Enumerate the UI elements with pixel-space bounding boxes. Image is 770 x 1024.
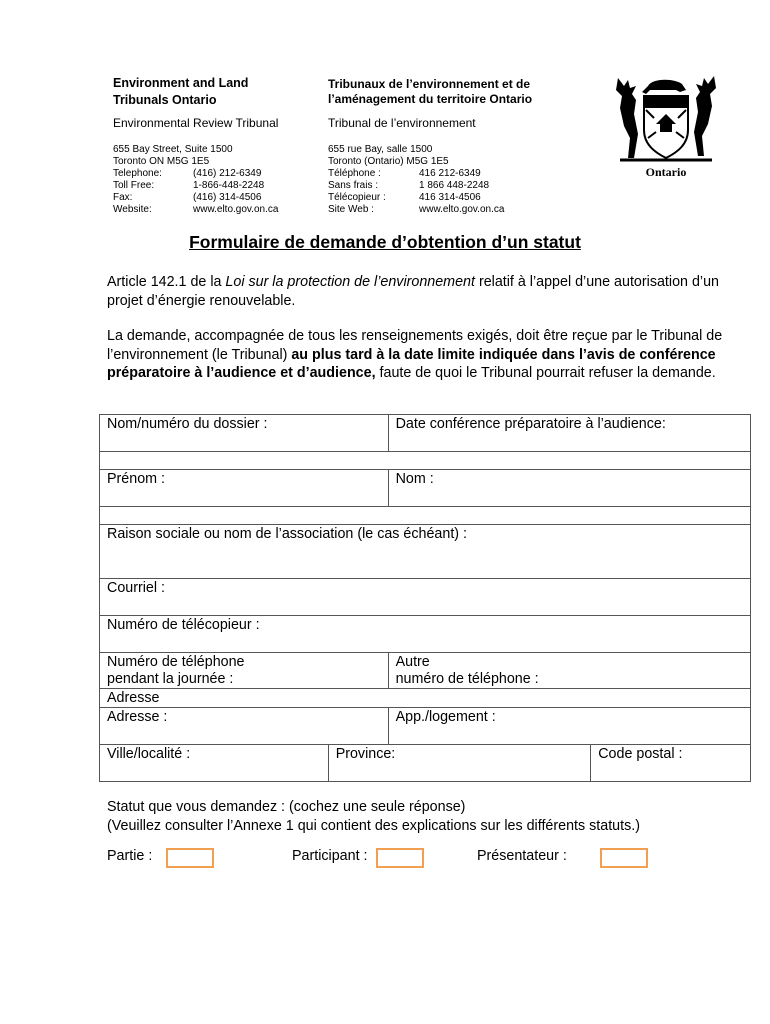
- postal-code-field[interactable]: Code postal :: [591, 745, 751, 782]
- option-label-partie: Partie :: [107, 848, 153, 864]
- org-name-en: Environment and Land Tribunals Ontario: [113, 76, 249, 107]
- address-block-fr: 655 rue Bay, salle 1500 Toronto (Ontario) M5G 1E5 Téléphone : 416 212-6349 Sans frais : 1 866 448-2248 Télécopieur : 416 314-4506 Site Web : www.elto.gov.on.ca: [328, 144, 505, 215]
- day-phone-field[interactable]: Numéro de téléphone pendant la journée :: [100, 653, 389, 689]
- address-field[interactable]: Adresse :: [100, 708, 389, 745]
- spacer-row: [100, 507, 751, 525]
- org-name-fr: Tribunaux de l’environnement et de l’aménagement du territoire Ontario: [328, 77, 533, 106]
- intro-paragraph-1: Article 142.1 de la Loi sur la protection de l’environnement relatif à l’appel d’une autorisation d’un projet d’énergie renouvelable.: [107, 274, 719, 309]
- last-name-field[interactable]: Nom :: [388, 470, 750, 507]
- first-name-field[interactable]: Prénom :: [100, 470, 389, 507]
- presentateur-checkbox[interactable]: [600, 848, 648, 868]
- partie-checkbox[interactable]: [166, 848, 214, 868]
- option-label-participant: Participant :: [292, 848, 368, 864]
- svg-text:Ontario: Ontario: [645, 165, 687, 179]
- tribunal-name-fr: Tribunal de l’environnement: [328, 116, 476, 130]
- file-number-field[interactable]: Nom/numéro du dossier :: [100, 415, 389, 452]
- company-name-field[interactable]: Raison sociale ou nom de l’association (le cas échéant) :: [100, 525, 751, 579]
- participant-checkbox[interactable]: [376, 848, 424, 868]
- unit-field[interactable]: App./logement :: [388, 708, 750, 745]
- intro-paragraph-2: La demande, accompagnée de tous les renseignements exigés, doit être reçue par le Tribunal de l’environnement (le Tribunal) au plus tard à la date limite indiquée dans l’avis de conférence préparatoire à l’audience et d’audience, faute de quoi le Tribunal pourrait refuser la demande.: [107, 328, 723, 381]
- option-label-presentateur: Présentateur :: [477, 848, 567, 864]
- address-block-en: 655 Bay Street, Suite 1500 Toronto ON M5G 1E5 Telephone: (416) 212-6349 Toll Free: 1-866-448-2248 Fax: (416) 314-4506 Website: www.elto.gov.on.ca: [113, 144, 279, 215]
- ontario-coat-of-arms-logo: [610, 68, 722, 180]
- conference-date-field[interactable]: Date conférence préparatoire à l’audience:: [388, 415, 750, 452]
- other-phone-field[interactable]: Autre numéro de téléphone :: [388, 653, 750, 689]
- status-instructions: Statut que vous demandez : (cochez une seule réponse) (Veuillez consulter l’Annexe 1 qui contient des explications sur les différents statuts.): [107, 799, 640, 834]
- fax-number-field[interactable]: Numéro de télécopieur :: [100, 616, 751, 653]
- address-heading: Adresse: [100, 689, 751, 708]
- tribunal-name-en: Environmental Review Tribunal: [113, 116, 279, 130]
- email-field[interactable]: Courriel :: [100, 579, 751, 616]
- application-form-table: [99, 414, 751, 782]
- city-field[interactable]: Ville/localité :: [100, 745, 329, 782]
- province-field[interactable]: Province:: [328, 745, 591, 782]
- spacer-row: [100, 452, 751, 470]
- form-title: Formulaire de demande d’obtention d’un statut: [189, 232, 581, 252]
